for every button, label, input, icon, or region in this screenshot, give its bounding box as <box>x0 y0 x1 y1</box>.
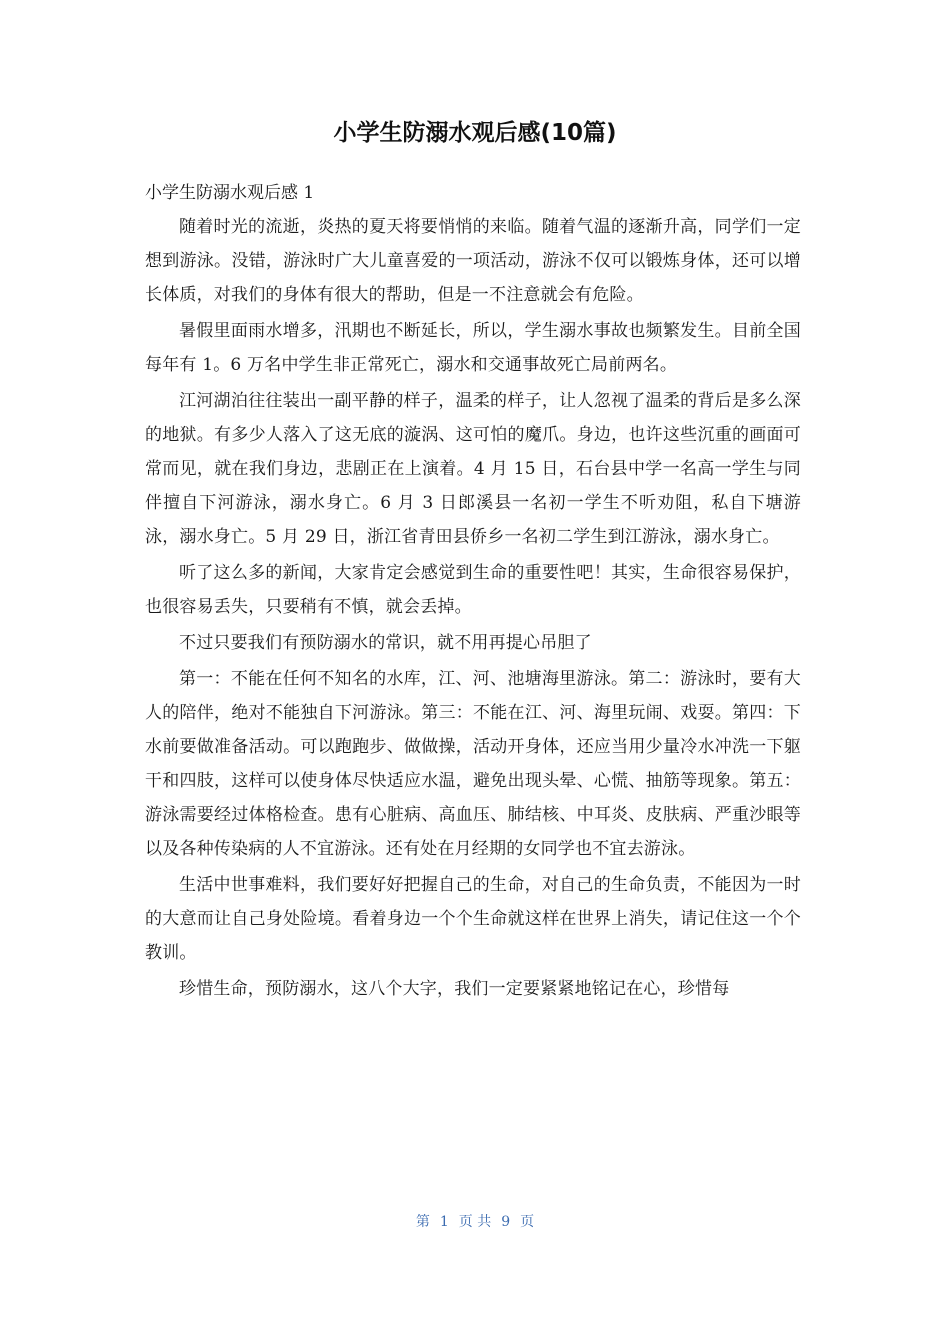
footer-middle: 页 共 <box>458 1214 492 1230</box>
document-body <box>145 176 801 1006</box>
footer-current-page: 1 <box>439 1214 449 1230</box>
footer-prefix: 第 <box>415 1214 430 1230</box>
page-footer <box>0 1210 950 1234</box>
paragraph: 不过只要我们有预防溺水的常识，就不用再提心吊胆了 <box>179 633 592 653</box>
footer-suffix: 页 <box>520 1214 535 1230</box>
paragraph: 随着时光的流逝，炎热的夏天将要悄悄的来临。随着气温的逐渐升高，同学们一定想到游泳。没错，游泳时广大儿童喜爱的一项活动，游泳不仅可以锻炼身体，还可以增长体质，对我们的身体有很大的帮助，但是一不注意就会有危险。 <box>145 217 801 305</box>
paragraph: 江河湖泊往往装出一副平静的样子，温柔的样子，让人忽视了温柔的背后是多么深的地狱。有多少人落入了这无底的漩涡、这可怕的魔爪。身边，也许这些沉重的画面可常而见，就在我们身边，悲剧正在上演着。4 月 15 日，石台县中学一名高一学生与同伴擅自下河游泳，溺水身亡。6 月 3 日郎溪县一名初一学生不听劝阻，私自下塘游泳，溺水身亡。5 月 29 日，浙江省青田县侨乡一名初二学生到江游泳，溺水身亡。 <box>145 391 801 547</box>
paragraph: 暑假里面雨水增多，汛期也不断延长，所以，学生溺水事故也频繁发生。目前全国每年有 1。6 万名中学生非正常死亡，溺水和交通事故死亡局前两名。 <box>145 321 801 375</box>
section-title: 小学生防溺水观后感 1 <box>145 183 315 203</box>
document-title: 小学生防溺水观后感(10篇) <box>333 120 617 146</box>
paragraph: 生活中世事难料，我们要好好把握自己的生命，对自己的生命负责，不能因为一时的大意而让自己身处险境。看着身边一个个生命就这样在世界上消失，请记住这一个个教训。 <box>145 875 801 963</box>
paragraph: 听了这么多的新闻，大家肯定会感觉到生命的重要性吧！其实，生命很容易保护，也很容易丢失，只要稍有不慎，就会丢掉。 <box>145 563 801 617</box>
paragraph: 第一：不能在任何不知名的水库，江、河、池塘海里游泳。第二：游泳时，要有大人的陪伴，绝对不能独自下河游泳。第三：不能在江、河、海里玩闹、戏耍。第四：下水前要做准备活动。可以跑跑步、做做操，活动开身体，还应当用少量冷水冲洗一下躯干和四肢，这样可以使身体尽快适应水温，避免出现头晕、心慌、抽筋等现象。第五：游泳需要经过体格检查。患有心脏病、高血压、肺结核、中耳炎、皮肤病、严重沙眼等以及各种传染病的人不宜游泳。还有处在月经期的女同学也不宜去游泳。 <box>145 669 801 859</box>
paragraph: 珍惜生命，预防溺水，这八个大字，我们一定要紧紧地铭记在心，珍惜每 <box>179 979 730 999</box>
footer-total-pages: 9 <box>501 1214 511 1230</box>
